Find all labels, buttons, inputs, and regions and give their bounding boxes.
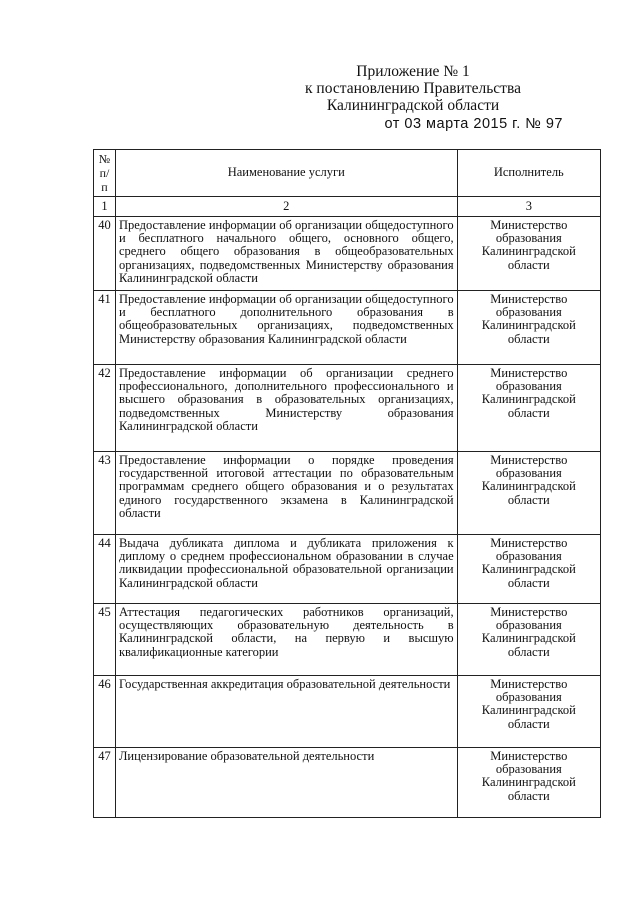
- resolution-date-line: [263, 116, 563, 133]
- column-index-cell: 3: [457, 197, 600, 217]
- row-number: 41: [94, 291, 116, 365]
- row-number: 47: [94, 748, 116, 818]
- table-header-row: [94, 150, 601, 197]
- row-number: 44: [94, 535, 116, 604]
- resolution-number: 97: [545, 116, 563, 132]
- table-row: [94, 217, 601, 291]
- executor: Министерство образования Калининградской области: [457, 604, 600, 676]
- service-name: Предоставление информации об организации общедоступного и бесплатного начального общего, основного общего, среднего общего образования в общеобразовательных организациях, подведомственных Министерству образования Калининградской области: [115, 217, 457, 291]
- services-table: [93, 149, 601, 818]
- table-row: [94, 535, 601, 604]
- executor: Министерство образования Калининградской области: [457, 365, 600, 452]
- table-row: [94, 748, 601, 818]
- resolution-date: 03 марта 2015 г.: [404, 116, 521, 132]
- number-label: №: [525, 116, 542, 132]
- row-number: 42: [94, 365, 116, 452]
- row-number: 45: [94, 604, 116, 676]
- service-name: Предоставление информации об организации среднего профессионального, дополнительного профессионального и высшего образования в образовательных организациях, подведомственных Министерству образования Калининградской области: [115, 365, 457, 452]
- column-header-number: № п/п: [94, 150, 116, 197]
- table-row: [94, 676, 601, 748]
- row-number: 40: [94, 217, 116, 291]
- service-name: Выдача дубликата диплома и дубликата приложения к диплому о среднем профессиональном образовании в случае ликвидации профессиональной образовательной организации Калининградской области: [115, 535, 457, 604]
- table-row: [94, 291, 601, 365]
- service-name: Аттестация педагогических работников организаций, осуществляющих образовательную деятельность в Калининградской области, на первую и высшую квалификационные категории: [115, 604, 457, 676]
- row-number: 46: [94, 676, 116, 748]
- column-index-cell: 2: [115, 197, 457, 217]
- service-name: Лицензирование образовательной деятельности: [115, 748, 457, 818]
- appendix-title: Приложение № 1: [356, 63, 470, 80]
- column-header-executor: Исполнитель: [457, 150, 600, 197]
- executor: Министерство образования Калининградской области: [457, 452, 600, 535]
- executor: Министерство образования Калининградской области: [457, 291, 600, 365]
- executor: Министерство образования Калининградской области: [457, 748, 600, 818]
- date-prefix: от: [384, 116, 400, 132]
- service-name: Государственная аккредитация образовательной деятельности: [115, 676, 457, 748]
- service-name: Предоставление информации о порядке проведения государственной итоговой аттестации по образовательным программам среднего общего образования и о результатах единого государственного экзамена в Калининградской области: [115, 452, 457, 535]
- region-name: Калининградской области: [326, 97, 500, 114]
- table-row: [94, 365, 601, 452]
- service-name: Предоставление информации об организации общедоступного и бесплатного дополнительного образования в общеобразовательных организациях, подведомственных Министерству образования Калининградской области: [115, 291, 457, 365]
- executor: Министерство образования Калининградской области: [457, 217, 600, 291]
- appendix-header: [263, 63, 563, 133]
- executor: Министерство образования Калининградской области: [457, 535, 600, 604]
- executor: Министерство образования Калининградской области: [457, 676, 600, 748]
- column-index-row: [94, 197, 601, 217]
- resolution-reference: к постановлению Правительства: [305, 80, 521, 97]
- column-header-service-name: Наименование услуги: [115, 150, 457, 197]
- table-row: [94, 604, 601, 676]
- column-index-cell: 1: [94, 197, 116, 217]
- row-number: 43: [94, 452, 116, 535]
- table-row: [94, 452, 601, 535]
